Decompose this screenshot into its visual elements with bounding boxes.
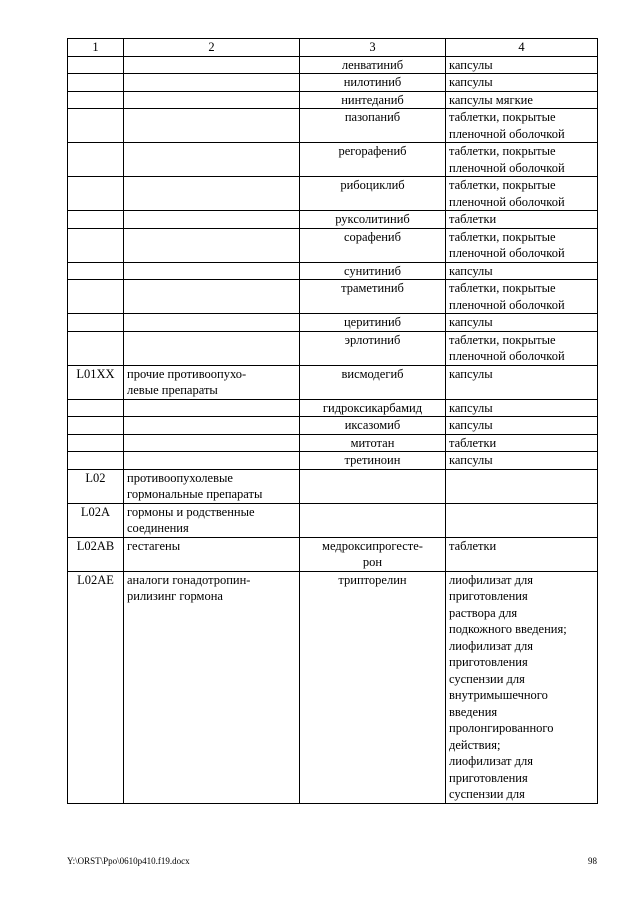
table-row	[68, 143, 598, 177]
dosage-form-cell: капсулы	[446, 314, 598, 332]
atc-code-cell	[68, 228, 124, 262]
drug-name-cell	[300, 503, 446, 537]
group-name-cell: аналоги гонадотропин- рилизинг гормона	[124, 571, 300, 803]
header-col-1: 1	[68, 39, 124, 57]
dosage-form-cell: таблетки, покрытые пленочной оболочкой	[446, 177, 598, 211]
atc-code-cell	[68, 143, 124, 177]
drug-name-cell: руксолитиниб	[300, 211, 446, 229]
table-row	[68, 503, 598, 537]
table-row	[68, 211, 598, 229]
group-name-cell	[124, 417, 300, 435]
atc-code-cell	[68, 177, 124, 211]
dosage-form-cell: таблетки, покрытые пленочной оболочкой	[446, 109, 598, 143]
atc-code-cell: L01XX	[68, 365, 124, 399]
drug-name-cell	[300, 469, 446, 503]
table-row	[68, 177, 598, 211]
atc-code-cell	[68, 74, 124, 92]
atc-code-cell	[68, 262, 124, 280]
dosage-form-cell: таблетки	[446, 537, 598, 571]
atc-code-cell	[68, 56, 124, 74]
dosage-form-cell: капсулы	[446, 56, 598, 74]
group-name-cell	[124, 109, 300, 143]
footer-file-path: Y:\ORST\Ppo\0610p410.f19.docx	[67, 856, 190, 866]
dosage-form-cell	[446, 469, 598, 503]
drug-name-cell: траметиниб	[300, 280, 446, 314]
group-name-cell	[124, 211, 300, 229]
drug-table	[67, 38, 598, 804]
drug-name-cell: ленватиниб	[300, 56, 446, 74]
drug-name-cell: висмодегиб	[300, 365, 446, 399]
table-row	[68, 56, 598, 74]
group-name-cell	[124, 280, 300, 314]
dosage-form-cell: таблетки, покрытые пленочной оболочкой	[446, 280, 598, 314]
group-name-cell	[124, 56, 300, 74]
drug-name-cell: регорафениб	[300, 143, 446, 177]
atc-code-cell	[68, 452, 124, 470]
atc-code-cell	[68, 417, 124, 435]
group-name-cell	[124, 434, 300, 452]
table-row	[68, 399, 598, 417]
dosage-form-cell: капсулы	[446, 417, 598, 435]
dosage-form-cell: капсулы	[446, 365, 598, 399]
group-name-cell	[124, 228, 300, 262]
header-col-2: 2	[124, 39, 300, 57]
drug-name-cell: эрлотиниб	[300, 331, 446, 365]
atc-code-cell	[68, 211, 124, 229]
atc-code-cell	[68, 434, 124, 452]
drug-name-cell: нилотиниб	[300, 74, 446, 92]
table-header-row	[68, 39, 598, 57]
drug-name-cell: сунитиниб	[300, 262, 446, 280]
atc-code-cell	[68, 109, 124, 143]
group-name-cell: гестагены	[124, 537, 300, 571]
drug-name-cell: митотан	[300, 434, 446, 452]
atc-code-cell	[68, 91, 124, 109]
group-name-cell: гормоны и родственные соединения	[124, 503, 300, 537]
dosage-form-cell: таблетки, покрытые пленочной оболочкой	[446, 143, 598, 177]
dosage-form-cell: лиофилизат для приготовления раствора для подкожного введения; лиофилизат для приготовления суспензии для внутримышечного введения пролонгированного действия; лиофилизат для приготовления суспензии для	[446, 571, 598, 803]
table-row	[68, 537, 598, 571]
atc-code-cell: L02	[68, 469, 124, 503]
header-col-3: 3	[300, 39, 446, 57]
table-row	[68, 331, 598, 365]
drug-name-cell: рибоциклиб	[300, 177, 446, 211]
dosage-form-cell: таблетки	[446, 211, 598, 229]
group-name-cell	[124, 74, 300, 92]
drug-name-cell: иксазомиб	[300, 417, 446, 435]
group-name-cell: противоопухолевые гормональные препараты	[124, 469, 300, 503]
header-col-4: 4	[446, 39, 598, 57]
group-name-cell	[124, 399, 300, 417]
group-name-cell	[124, 143, 300, 177]
drug-name-cell: трипторелин	[300, 571, 446, 803]
atc-code-cell	[68, 331, 124, 365]
dosage-form-cell: таблетки, покрытые пленочной оболочкой	[446, 228, 598, 262]
dosage-form-cell: капсулы	[446, 399, 598, 417]
table-row	[68, 452, 598, 470]
drug-name-cell: медроксипрогесте- рон	[300, 537, 446, 571]
footer-page-number: 98	[588, 856, 597, 866]
drug-name-cell: пазопаниб	[300, 109, 446, 143]
dosage-form-cell: капсулы мягкие	[446, 91, 598, 109]
drug-name-cell: третиноин	[300, 452, 446, 470]
table-row	[68, 74, 598, 92]
dosage-form-cell: капсулы	[446, 452, 598, 470]
table-row	[68, 109, 598, 143]
dosage-form-cell: таблетки, покрытые пленочной оболочкой	[446, 331, 598, 365]
drug-name-cell: гидроксикарбамид	[300, 399, 446, 417]
drug-name-cell: нинтеданиб	[300, 91, 446, 109]
drug-name-cell: церитиниб	[300, 314, 446, 332]
atc-code-cell: L02AE	[68, 571, 124, 803]
drug-table-body	[68, 39, 598, 804]
dosage-form-cell	[446, 503, 598, 537]
group-name-cell	[124, 331, 300, 365]
table-row	[68, 314, 598, 332]
table-row	[68, 262, 598, 280]
table-row	[68, 91, 598, 109]
table-row	[68, 417, 598, 435]
group-name-cell	[124, 452, 300, 470]
drug-name-cell: сорафениб	[300, 228, 446, 262]
table-row	[68, 280, 598, 314]
atc-code-cell	[68, 314, 124, 332]
table-row	[68, 571, 598, 803]
group-name-cell	[124, 314, 300, 332]
table-row	[68, 228, 598, 262]
group-name-cell	[124, 262, 300, 280]
group-name-cell	[124, 91, 300, 109]
dosage-form-cell: капсулы	[446, 262, 598, 280]
group-name-cell: прочие противоопухо- левые препараты	[124, 365, 300, 399]
atc-code-cell: L02A	[68, 503, 124, 537]
dosage-form-cell: капсулы	[446, 74, 598, 92]
table-row	[68, 365, 598, 399]
atc-code-cell: L02AB	[68, 537, 124, 571]
atc-code-cell	[68, 399, 124, 417]
table-row	[68, 469, 598, 503]
dosage-form-cell: таблетки	[446, 434, 598, 452]
group-name-cell	[124, 177, 300, 211]
atc-code-cell	[68, 280, 124, 314]
table-row	[68, 434, 598, 452]
